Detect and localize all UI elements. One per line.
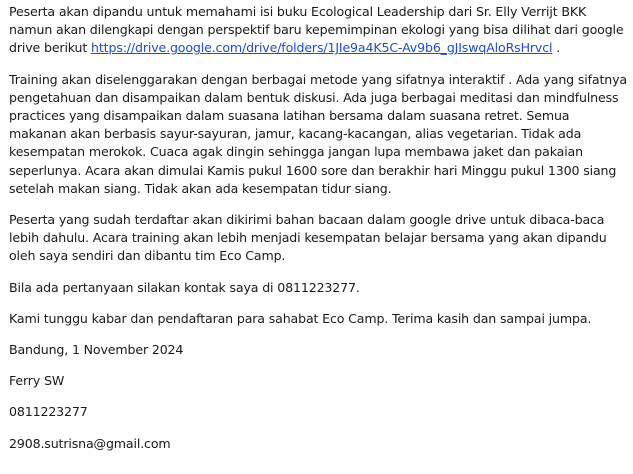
google-drive-link[interactable]: https://drive.google.com/drive/folders/1JIe9a4K5C-Av9b6_gJIswqAloRsHrvcl [91,40,553,56]
participants-paragraph: Peserta yang sudah terdaftar akan dikirimi bahan bacaan dalam google drive untuk dibaca-baca lebih dahulu. Acara training akan lebih menjadi kesempatan belajar bersama yang akan dipandu oleh saya sendiri dan dibantu tim Eco Camp. [9,212,607,264]
intro-paragraph [9,3,627,58]
intro-text: Peserta akan dipandu untuk memahami isi buku Ecological Leadership dari Sr. Elly Verrijt BKK namun akan dilengkapi dengan perspektif baru kepemimpinan ekologi yang bisa dilihat dari google drive berikut [9,4,624,56]
signer-email: 2908.sutrisna@gmail.com [9,435,171,451]
signer-phone: 0811223277 [9,404,88,420]
signer-name: Ferry SW [9,373,65,389]
closing-paragraph: Kami tunggu kabar dan pendaftaran para sahabat Eco Camp. Terima kasih dan sampai jumpa. [9,310,592,326]
intro-after-text: . [552,40,561,56]
contact-paragraph: Bila ada pertanyaan silakan kontak saya di 0811223277. [9,279,360,295]
place-date: Bandung, 1 November 2024 [9,342,184,358]
document-body [9,3,627,466]
training-paragraph: Training akan diselenggarakan dengan berbagai metode yang sifatnya interaktif . Ada yang sifatnya pengetahuan dan disampaikan dalam bentuk diskusi. Ada juga berbagai meditasi dan mindfulness practices yang disampaikan dalam suasana latihan bersama dalam suasana retret. Semua makanan akan berbasis sayur-sayuran, jamur, kacang-kacangan, alias vegetarian. Tidak ada kesempatan merokok. Cuaca agak dingin sehingga jangan lupa membawa jaket dan pakaian seperlunya. Acara akan dimulai Kamis pukul 1600 sore dan berakhir hari Minggu pukul 1300 siang setelah makan siang. Tidak akan ada kesempatan tidur siang. [9,71,627,196]
